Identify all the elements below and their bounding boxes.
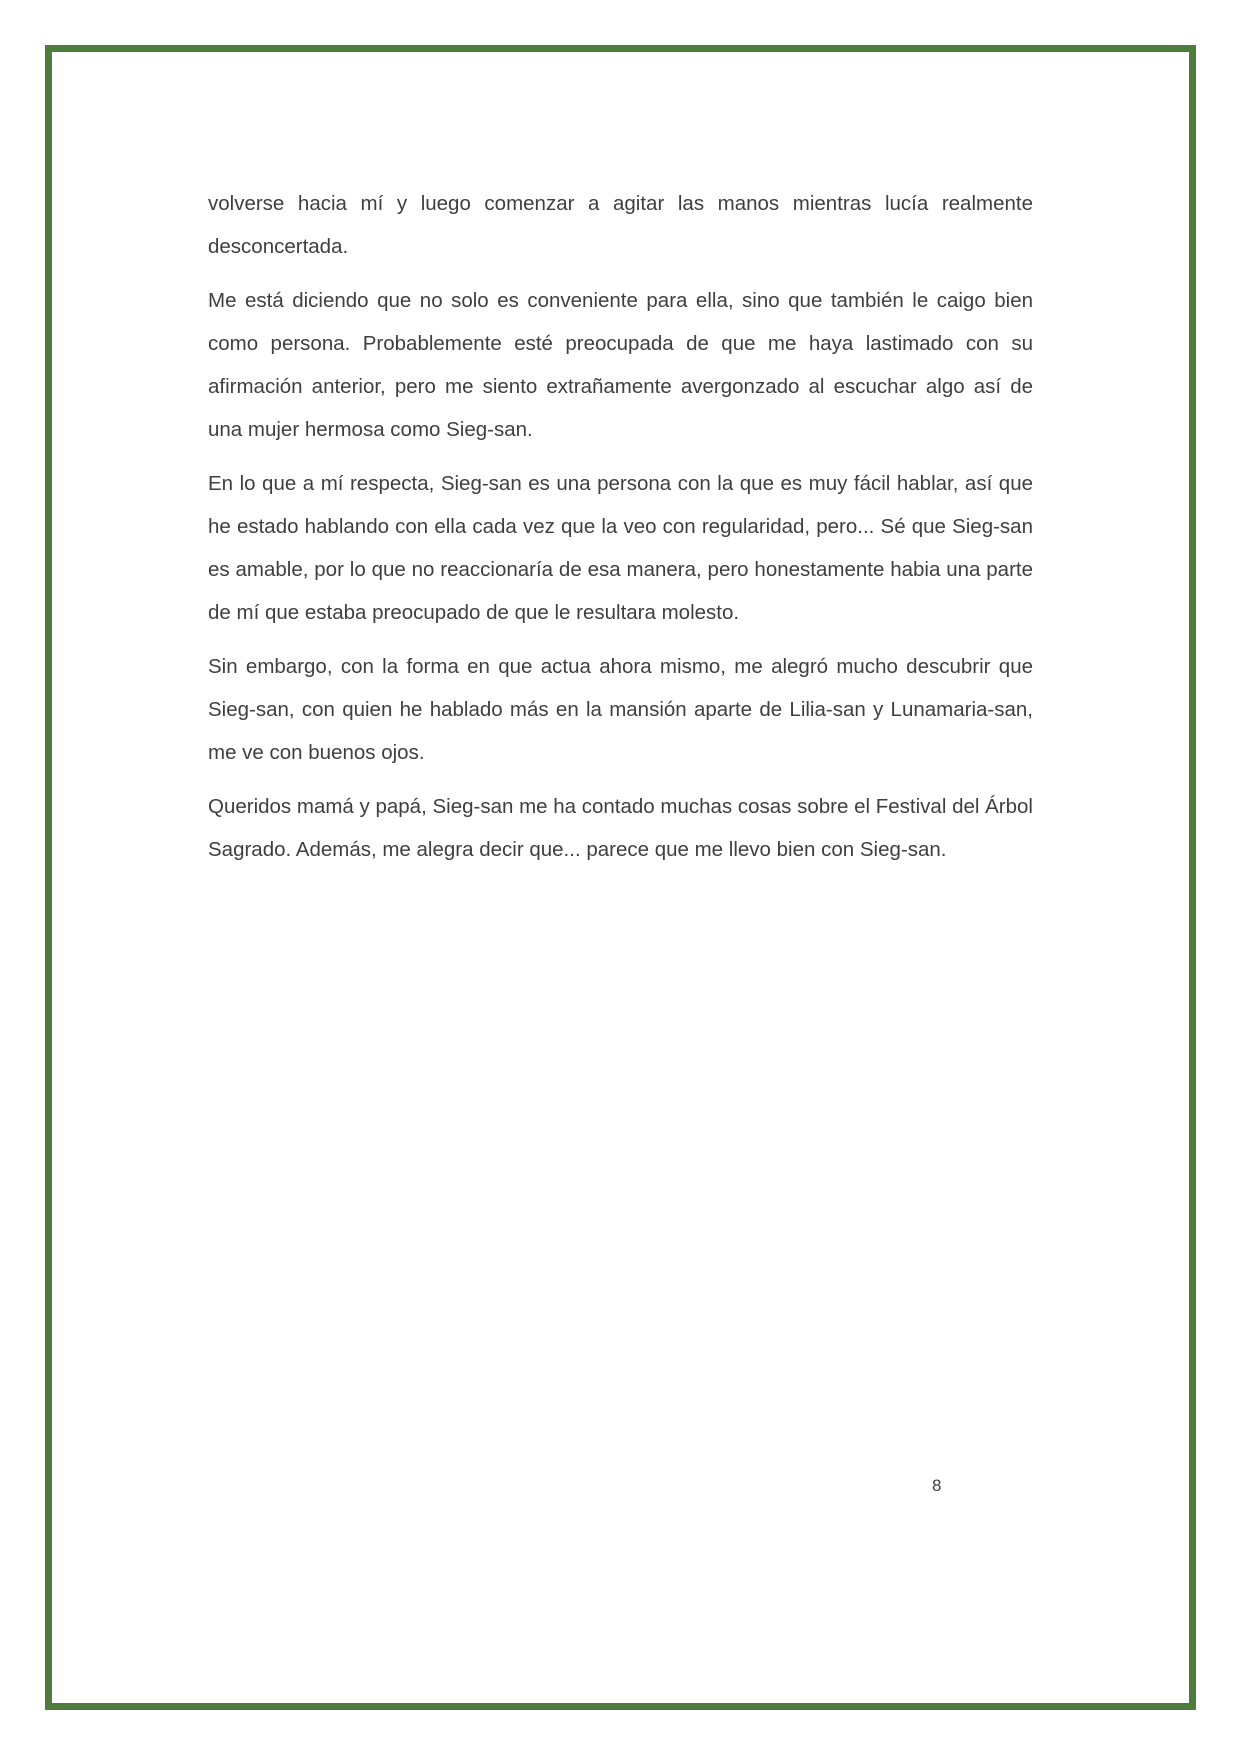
page-text-block: [104, 104, 1137, 1651]
paragraph: Me está diciendo que no solo es conveniente para ella, sino que también le caigo bien como persona. Probablemente esté preocupada de que me haya lastimado con su afirmación anterior, pero me siento extrañamente avergonzado al escuchar algo así de una mujer hermosa como Sieg-san.: [208, 289, 1033, 441]
paragraph: Sin embargo, con la forma en que actua ahora mismo, me alegró mucho descubrir que Sieg-san, con quien he hablado más en la mansión aparte de Lilia-san y Lunamaria-san, me ve con buenos ojos.: [208, 655, 1033, 764]
paragraph: En lo que a mí respecta, Sieg-san es una persona con la que es muy fácil hablar, así que he estado hablando con ella cada vez que la veo con regularidad, pero... Sé que Sieg-san es amable, por lo que no reaccionaría de esa manera, pero honestamente habia una parte de mí que estaba preocupado de que le resultara molesto.: [208, 472, 1033, 624]
paragraph: Queridos mamá y papá, Sieg-san me ha contado muchas cosas sobre el Festival del Árbol Sagrado. Además, me alegra decir que... parece que me llevo bien con Sieg-san.: [208, 795, 1033, 861]
paragraph: volverse hacia mí y luego comenzar a agitar las manos mientras lucía realmente desconcertada.: [208, 192, 1033, 258]
page-number: 8: [932, 1476, 942, 1495]
page-border-frame: [45, 45, 1196, 1710]
